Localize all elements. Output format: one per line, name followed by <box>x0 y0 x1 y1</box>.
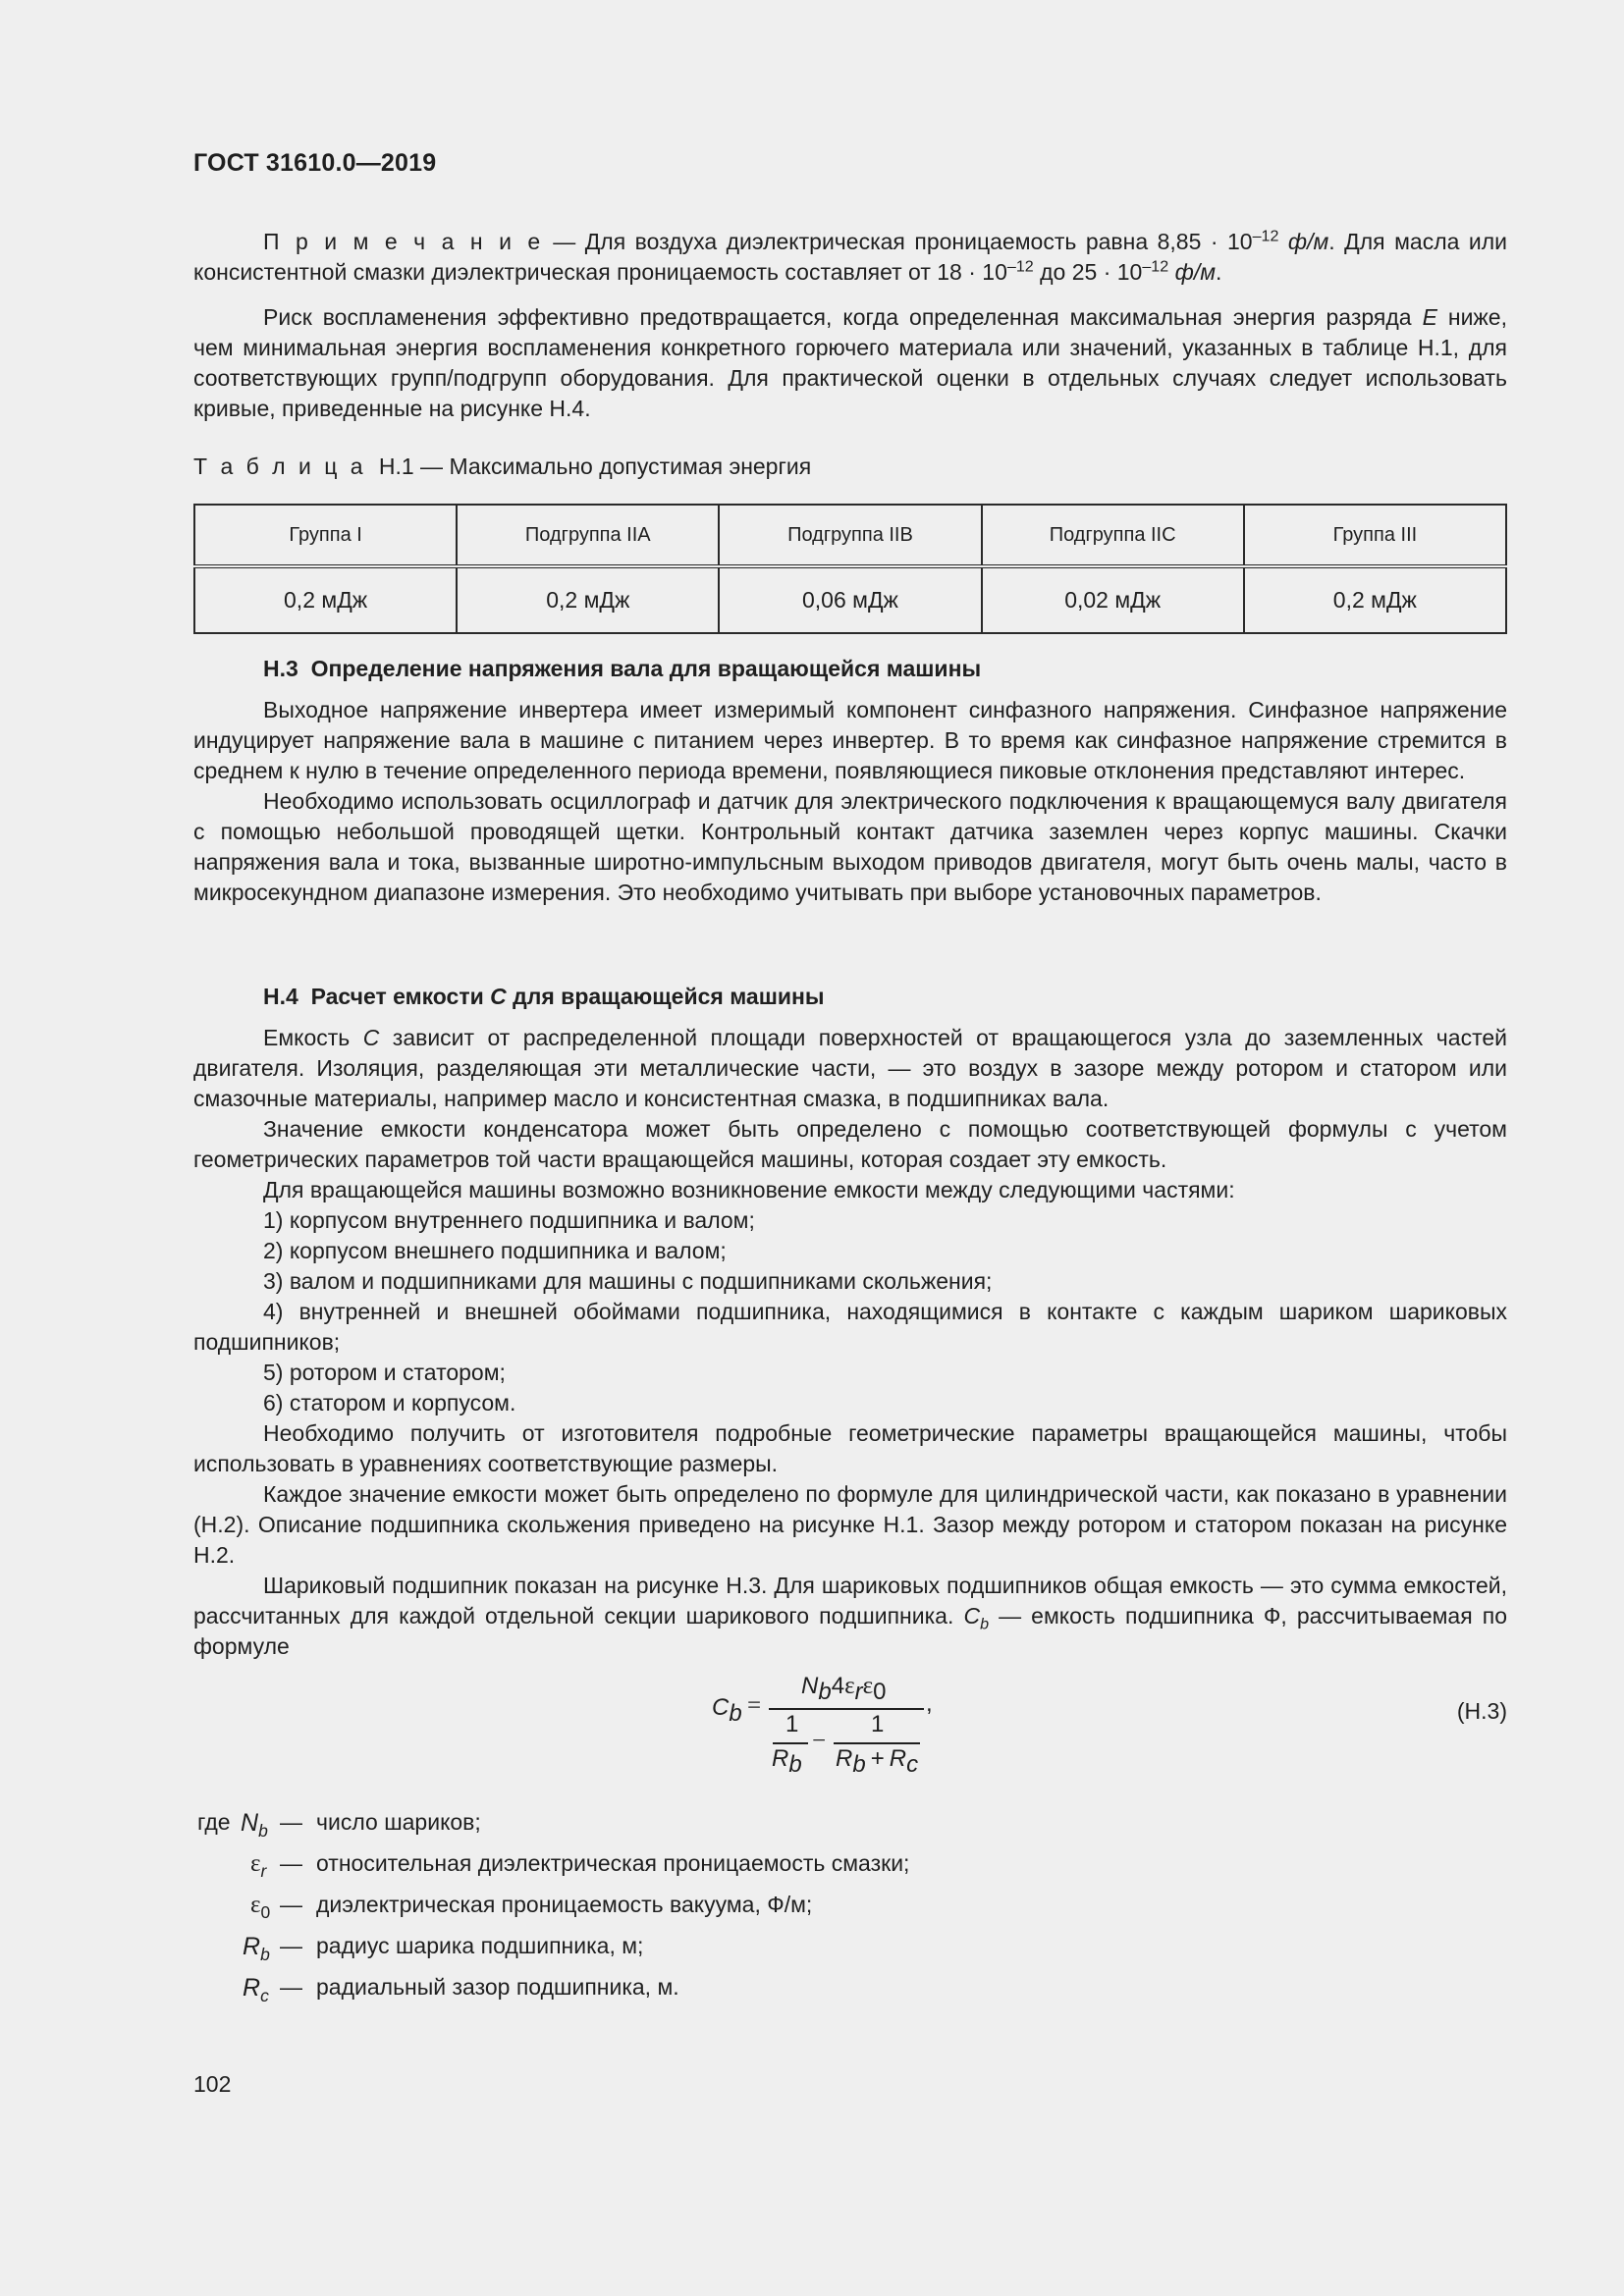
page-number: 102 <box>193 2071 232 2097</box>
fraction-bar <box>834 1742 920 1744</box>
legend-where: где <box>197 1809 231 1835</box>
table-cell: 0,2 мДж <box>1244 566 1506 633</box>
legend-symbol: $R_b$ <box>243 1933 270 1964</box>
section-h3-body <box>193 695 1507 908</box>
note-paragraph: П р и м е ч а н и е — Для воздуха диэлектрическая проницаемость равна $8,85 \cdot 10^{-12}$ ф/м. Для масла или консистентной смазки диэлектрическая проницаемость составляет от $18 \cdot 10^{-12}$ до $25 \cdot 10^{-12}$ ф/м. <box>193 227 1507 285</box>
legend-symbol: $R_c$ <box>243 1974 269 2005</box>
list-item: 6) статором и корпусом. <box>263 1390 516 1415</box>
paragraph: Емкость C зависит от распределенной площади поверхностей от вращающегося узла до заземленных частей двигателя. Изоляция, разделяющая эти металлические части, — это воздух в зазоре между ротором и статором или смазочные материалы, например масло и консистентная смазка, в подшипниках вала. <box>193 1025 1507 1111</box>
formula-rb: $R_b$ <box>772 1745 802 1778</box>
legend-row: $R_b$ — радиус шарика подшипника, м; <box>243 1933 644 1964</box>
fraction-bar <box>773 1742 808 1744</box>
paragraph: Выходное напряжение инвертера имеет измеримый компонент синфазного напряжения. Синфазное напряжение индуцирует напряжение вала в машине с питанием через инвертер. В то время как синфазное напряжение стремится в среднем к нулю в течение определенного периода времени, появляющиеся пиковые отклонения представляют интерес. <box>193 697 1507 783</box>
table-header-cell: Группа III <box>1244 505 1506 566</box>
table-header-cell: Группа I <box>194 505 457 566</box>
table-header-cell: Подгруппа IIC <box>982 505 1244 566</box>
risk-paragraph: Риск воспламенения эффективно предотвращается, когда определенная максимальная энергия разряда E ниже, чем минимальная энергия воспламенения конкретного горючего материала или значений, указанных в таблице Н.1, для соответствующих групп/подгрупп оборудования. Для практической оценки в отдельных случаях следует использовать кривые, приведенные на рисунке Н.4. <box>193 304 1507 421</box>
list-item: 5) ротором и статором; <box>263 1360 506 1385</box>
formula-lhs: $C_b$ <box>712 1694 742 1727</box>
formula-minus: − <box>812 1728 827 1754</box>
formula-numerator: $N_b4\varepsilon_r\varepsilon_0$ <box>801 1673 887 1705</box>
table-cell: 0,2 мДж <box>457 566 719 633</box>
paragraph: Каждое значение емкости может быть определено по формуле для цилиндрической части, как показано в уравнении (Н.2). Описание подшипника скольжения приведено на рисунке Н.1. Зазор между ротором и статором показан на рисунке Н.2. <box>193 1481 1507 1568</box>
formula-one: 1 <box>871 1711 885 1737</box>
legend-symbol: $\varepsilon_r$ <box>250 1850 267 1881</box>
legend-text: диэлектрическая проницаемость вакуума, Ф/м; <box>316 1892 813 1917</box>
legend-text: радиус шарика подшипника, м; <box>316 1933 644 1958</box>
legend-symbol: $\varepsilon_0$ <box>250 1892 271 1922</box>
legend-row: $\varepsilon_r$ — относительная диэлектрическая проницаемость смазки; <box>250 1850 910 1881</box>
paragraph: Шариковый подшипник показан на рисунке Н.3. Для шариковых подшипников общая емкость — это сумма емкостей, рассчитанных для каждой отдельной секции шарикового подшипника. $C_b$ — емкость подшипника Ф, рассчитываемая по формуле <box>193 1573 1507 1659</box>
energy-table <box>193 504 1507 634</box>
list-item: 3) валом и подшипниками для машины с подшипниками скольжения; <box>263 1268 993 1294</box>
legend-text: число шариков; <box>316 1809 481 1835</box>
paragraph: Значение емкости конденсатора может быть определено с помощью соответствующей формулы с учетом геометрических параметров той части вращающейся машины, которая создает эту емкость. <box>193 1116 1507 1172</box>
paragraph: Для вращающейся машины возможно возникновение емкости между следующими частями: <box>263 1177 1235 1202</box>
formula-comma: , <box>926 1690 933 1717</box>
legend-text: относительная диэлектрическая проницаемость смазки; <box>316 1850 910 1876</box>
legend-row: где $N_b$ — число шариков; <box>197 1809 481 1841</box>
list-item: 2) корпусом внешнего подшипника и валом; <box>263 1238 727 1263</box>
legend-text: радиальный зазор подшипника, м. <box>316 1974 679 2000</box>
formula-rb-rc: $R_b + R_c$ <box>836 1745 919 1778</box>
table-header-cell: Подгруппа IIA <box>457 505 719 566</box>
section-h3-title: Н.3 Определение напряжения вала для вращающейся машины <box>263 656 982 681</box>
table-row <box>194 566 1506 633</box>
note-label: П р и м е ч а н и е <box>263 229 544 254</box>
fraction-bar <box>769 1708 924 1710</box>
formula-eq: = <box>747 1692 762 1719</box>
table-cell: 0,2 мДж <box>194 566 457 633</box>
paragraph: Необходимо получить от изготовителя подробные геометрические параметры вращающейся машины, чтобы использовать в уравнениях соответствующие размеры. <box>193 1420 1507 1476</box>
legend-row: $R_c$ — радиальный зазор подшипника, м. <box>243 1974 679 2005</box>
legend-row: $\varepsilon_0$ — диэлектрическая проницаемость вакуума, Ф/м; <box>250 1892 813 1922</box>
section-h4-title: Н.4 Расчет емкости C для вращающейся машины <box>263 984 825 1009</box>
table-header-row <box>194 505 1506 566</box>
list-item: 1) корпусом внутреннего подшипника и валом; <box>263 1207 755 1233</box>
document-header: ГОСТ 31610.0—2019 <box>193 149 437 177</box>
formula-h3 <box>193 1671 1507 1779</box>
section-h4-body <box>193 1023 1507 1662</box>
legend-symbol: $N_b$ <box>241 1809 268 1841</box>
formula-number: (Н.3) <box>1456 1698 1507 1724</box>
paragraph: Необходимо использовать осциллограф и датчик для электрического подключения к вращающемуся валу двигателя с помощью небольшой проводящей щетки. Контрольный контакт датчика заземлен через корпус машины. Скачки напряжения вала и тока, вызванные широтно-импульсным выходом приводов двигателя, могут быть очень малы, часто в микросекундном диапазоне измерения. Это необходимо учитывать при выборе установочных параметров. <box>193 788 1507 905</box>
table-caption: Т а б л и ц а Н.1 — Максимально допустимая энергия <box>193 454 812 479</box>
list-item: 4) внутренней и внешней обоймами подшипника, находящимися в контакте с каждым шариком шариковых подшипников; <box>193 1299 1507 1355</box>
table-header-cell: Подгруппа IIB <box>719 505 981 566</box>
formula-one: 1 <box>785 1711 799 1737</box>
table-cell: 0,06 мДж <box>719 566 981 633</box>
table-cell: 0,02 мДж <box>982 566 1244 633</box>
